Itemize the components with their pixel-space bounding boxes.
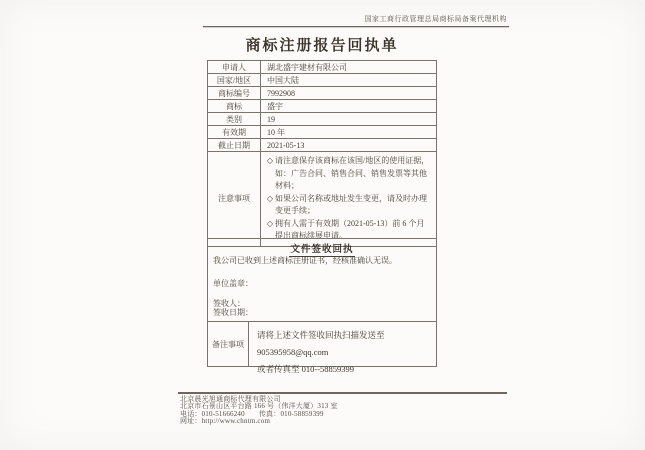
row-value: 2021-05-13 bbox=[261, 139, 437, 152]
table-row bbox=[208, 74, 437, 87]
notes-row bbox=[208, 152, 437, 247]
footer-company-name: 北京晨光旭通商标代理有限公司 bbox=[180, 395, 281, 403]
footer-phone: 电话：010-51666240 bbox=[180, 409, 245, 418]
note-item bbox=[265, 193, 431, 218]
signer-label: 签收人： bbox=[213, 299, 245, 308]
row-value: 10 年 bbox=[261, 126, 437, 139]
row-label: 申请人 bbox=[208, 61, 261, 74]
note-text: 请注意保存该商标在该国/地区的使用证据，如：广告合同、销售合同、销售发票等其他材料； bbox=[275, 156, 430, 190]
table-row bbox=[208, 61, 437, 74]
sign-date-label: 签收日期： bbox=[213, 307, 253, 317]
receipt-box-title bbox=[208, 241, 436, 255]
remarks-line-email: 请将上述文件签收回执扫描发送至 905395958@qq.com bbox=[257, 330, 385, 357]
row-value: 中国大陆 bbox=[261, 74, 437, 87]
footer-fax: 传真：010-58859399 bbox=[258, 409, 324, 418]
row-value: 盛宇 bbox=[261, 100, 437, 113]
row-label: 截止日期 bbox=[208, 139, 261, 152]
table-row bbox=[208, 126, 437, 139]
notes-label: 注意事项 bbox=[208, 152, 261, 247]
note-text: 拥有人需于有效期（2021-05-13）前 6 个月提出商标续展申请。 bbox=[275, 218, 425, 240]
page-title: 商标注册报告回执单 bbox=[245, 38, 399, 54]
remarks-label: 备注事项 bbox=[208, 322, 249, 366]
diamond-bullet-icon: ◇ bbox=[266, 193, 274, 203]
row-label: 商标 bbox=[208, 100, 261, 113]
note-text: 如果公司名称或地址发生变更，请及时办理变更手续； bbox=[275, 193, 427, 215]
note-item bbox=[265, 155, 431, 193]
trademark-info-table bbox=[207, 60, 437, 247]
table-row bbox=[208, 100, 437, 113]
row-value: 7992908 bbox=[261, 87, 437, 100]
remarks-row bbox=[207, 321, 437, 374]
footer-agency-info bbox=[180, 396, 338, 426]
agency-registration-note: 国家工商行政管理总局商标局备案代理机构 bbox=[364, 15, 507, 23]
receipt-statement: 我公司已收到上述商标注册证书，经核准确认无误。 bbox=[213, 256, 397, 265]
row-value: 19 bbox=[261, 113, 437, 126]
notes-content bbox=[261, 152, 437, 247]
table-row bbox=[208, 113, 437, 126]
remarks-line-fax: 或者传真至 010--58859399 bbox=[257, 364, 355, 374]
row-label: 商标编号 bbox=[208, 87, 261, 100]
footer-website: 网址：http://www.chntm.com bbox=[180, 417, 271, 426]
diamond-bullet-icon: ◇ bbox=[266, 218, 274, 228]
company-seal-label: 单位盖章： bbox=[213, 279, 253, 288]
footer-divider-line bbox=[178, 392, 507, 394]
table-row bbox=[208, 87, 437, 100]
receipt-confirmation-box bbox=[207, 238, 437, 374]
footer-address: 北京市石景山区平台路 166 号（伟洋大厦）313 室 bbox=[180, 402, 338, 411]
table-row bbox=[208, 139, 437, 152]
row-value: 湖北盛宇建材有限公司 bbox=[261, 61, 437, 74]
row-label: 国家/地区 bbox=[208, 74, 261, 87]
receipt-box-title-text: 文件签收回执 bbox=[290, 245, 354, 255]
header-divider-line bbox=[203, 26, 509, 27]
remarks-content bbox=[249, 322, 436, 374]
diamond-bullet-icon: ◇ bbox=[266, 156, 274, 165]
row-label: 类别 bbox=[208, 113, 261, 126]
row-label: 有效期 bbox=[208, 126, 261, 139]
